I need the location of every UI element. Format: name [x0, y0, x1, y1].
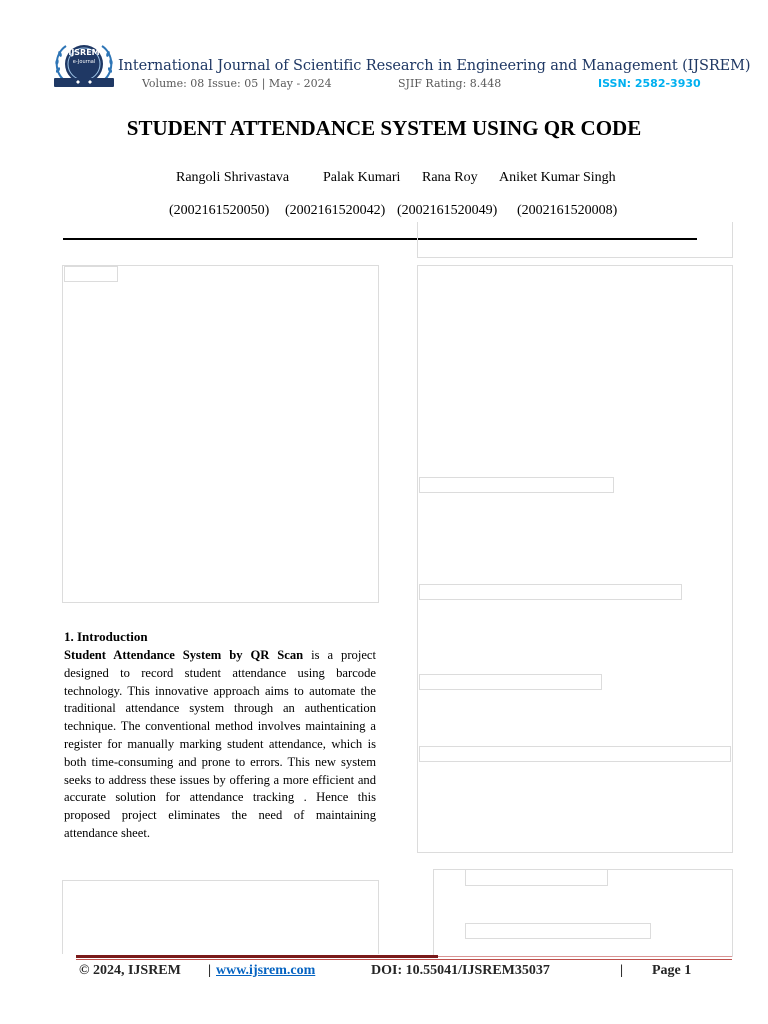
empty-frame — [417, 222, 733, 258]
intro-paragraph — [64, 647, 376, 843]
footer-rule — [76, 959, 732, 960]
author-roll: (2002161520008) — [517, 203, 618, 218]
footer-rule — [76, 955, 438, 958]
author-name: Aniket Kumar Singh — [499, 170, 616, 185]
paper-title: STUDENT ATTENDANCE SYSTEM USING QR CODE — [126, 116, 642, 140]
footer-copyright: © 2024, IJSREM — [79, 963, 181, 978]
logo-subtext: e-Journal — [72, 59, 96, 65]
intro-lead: Student Attendance System by QR Scan — [64, 648, 304, 662]
sjif-rating: SJIF Rating: 8.448 — [398, 77, 502, 90]
author-roll: (2002161520042) — [285, 203, 386, 218]
footer-separator: | — [208, 963, 212, 978]
volume-info: Volume: 08 Issue: 05 | May - 2024 — [142, 77, 332, 90]
empty-frame — [419, 477, 614, 493]
empty-frame — [419, 746, 731, 762]
footer-rule — [438, 956, 732, 957]
issn: ISSN: 2582-3930 — [598, 77, 701, 90]
empty-frame — [62, 265, 379, 603]
footer-doi: DOI: 10.55041/IJSREM35037 — [371, 963, 550, 978]
author-roll: (2002161520050) — [169, 203, 270, 218]
footer-page-number: Page 1 — [652, 963, 692, 978]
section-heading: 1. Introduction — [64, 629, 148, 644]
author-roll: (2002161520049) — [397, 203, 498, 218]
footer-website-link[interactable] — [216, 963, 315, 979]
footer-separator: | — [620, 963, 624, 978]
website-link-text[interactable]: www.ijsrem.com — [216, 963, 316, 978]
empty-frame — [465, 923, 651, 939]
empty-frame — [62, 880, 379, 954]
empty-frame — [465, 869, 608, 886]
logo-text: IJSREM — [68, 48, 100, 57]
author-name: Palak Kumari — [323, 170, 401, 185]
journal-title: International Journal of Scientific Research in Engineering and Management (IJSREM) — [118, 58, 751, 74]
intro-body: is a project designed to record student attendance using barcode technology. This innovative approach aims to automate the traditional attendance system through an authentication technique. The conventional method involves maintaining a register for manually marking student attendance, which is both time-consuming and prone to errors. This new system seeks to address these issues by offering a more efficient and accurate solution for attendance tracking . Hence this proposed project eliminates the need of maintaining attendance sheet. — [64, 648, 376, 840]
empty-frame — [417, 265, 733, 853]
empty-frame — [419, 584, 682, 600]
journal-logo — [48, 36, 120, 94]
author-name: Rana Roy — [422, 170, 478, 185]
empty-frame — [419, 674, 602, 690]
empty-frame — [64, 266, 118, 282]
author-name: Rangoli Shrivastava — [176, 170, 290, 185]
